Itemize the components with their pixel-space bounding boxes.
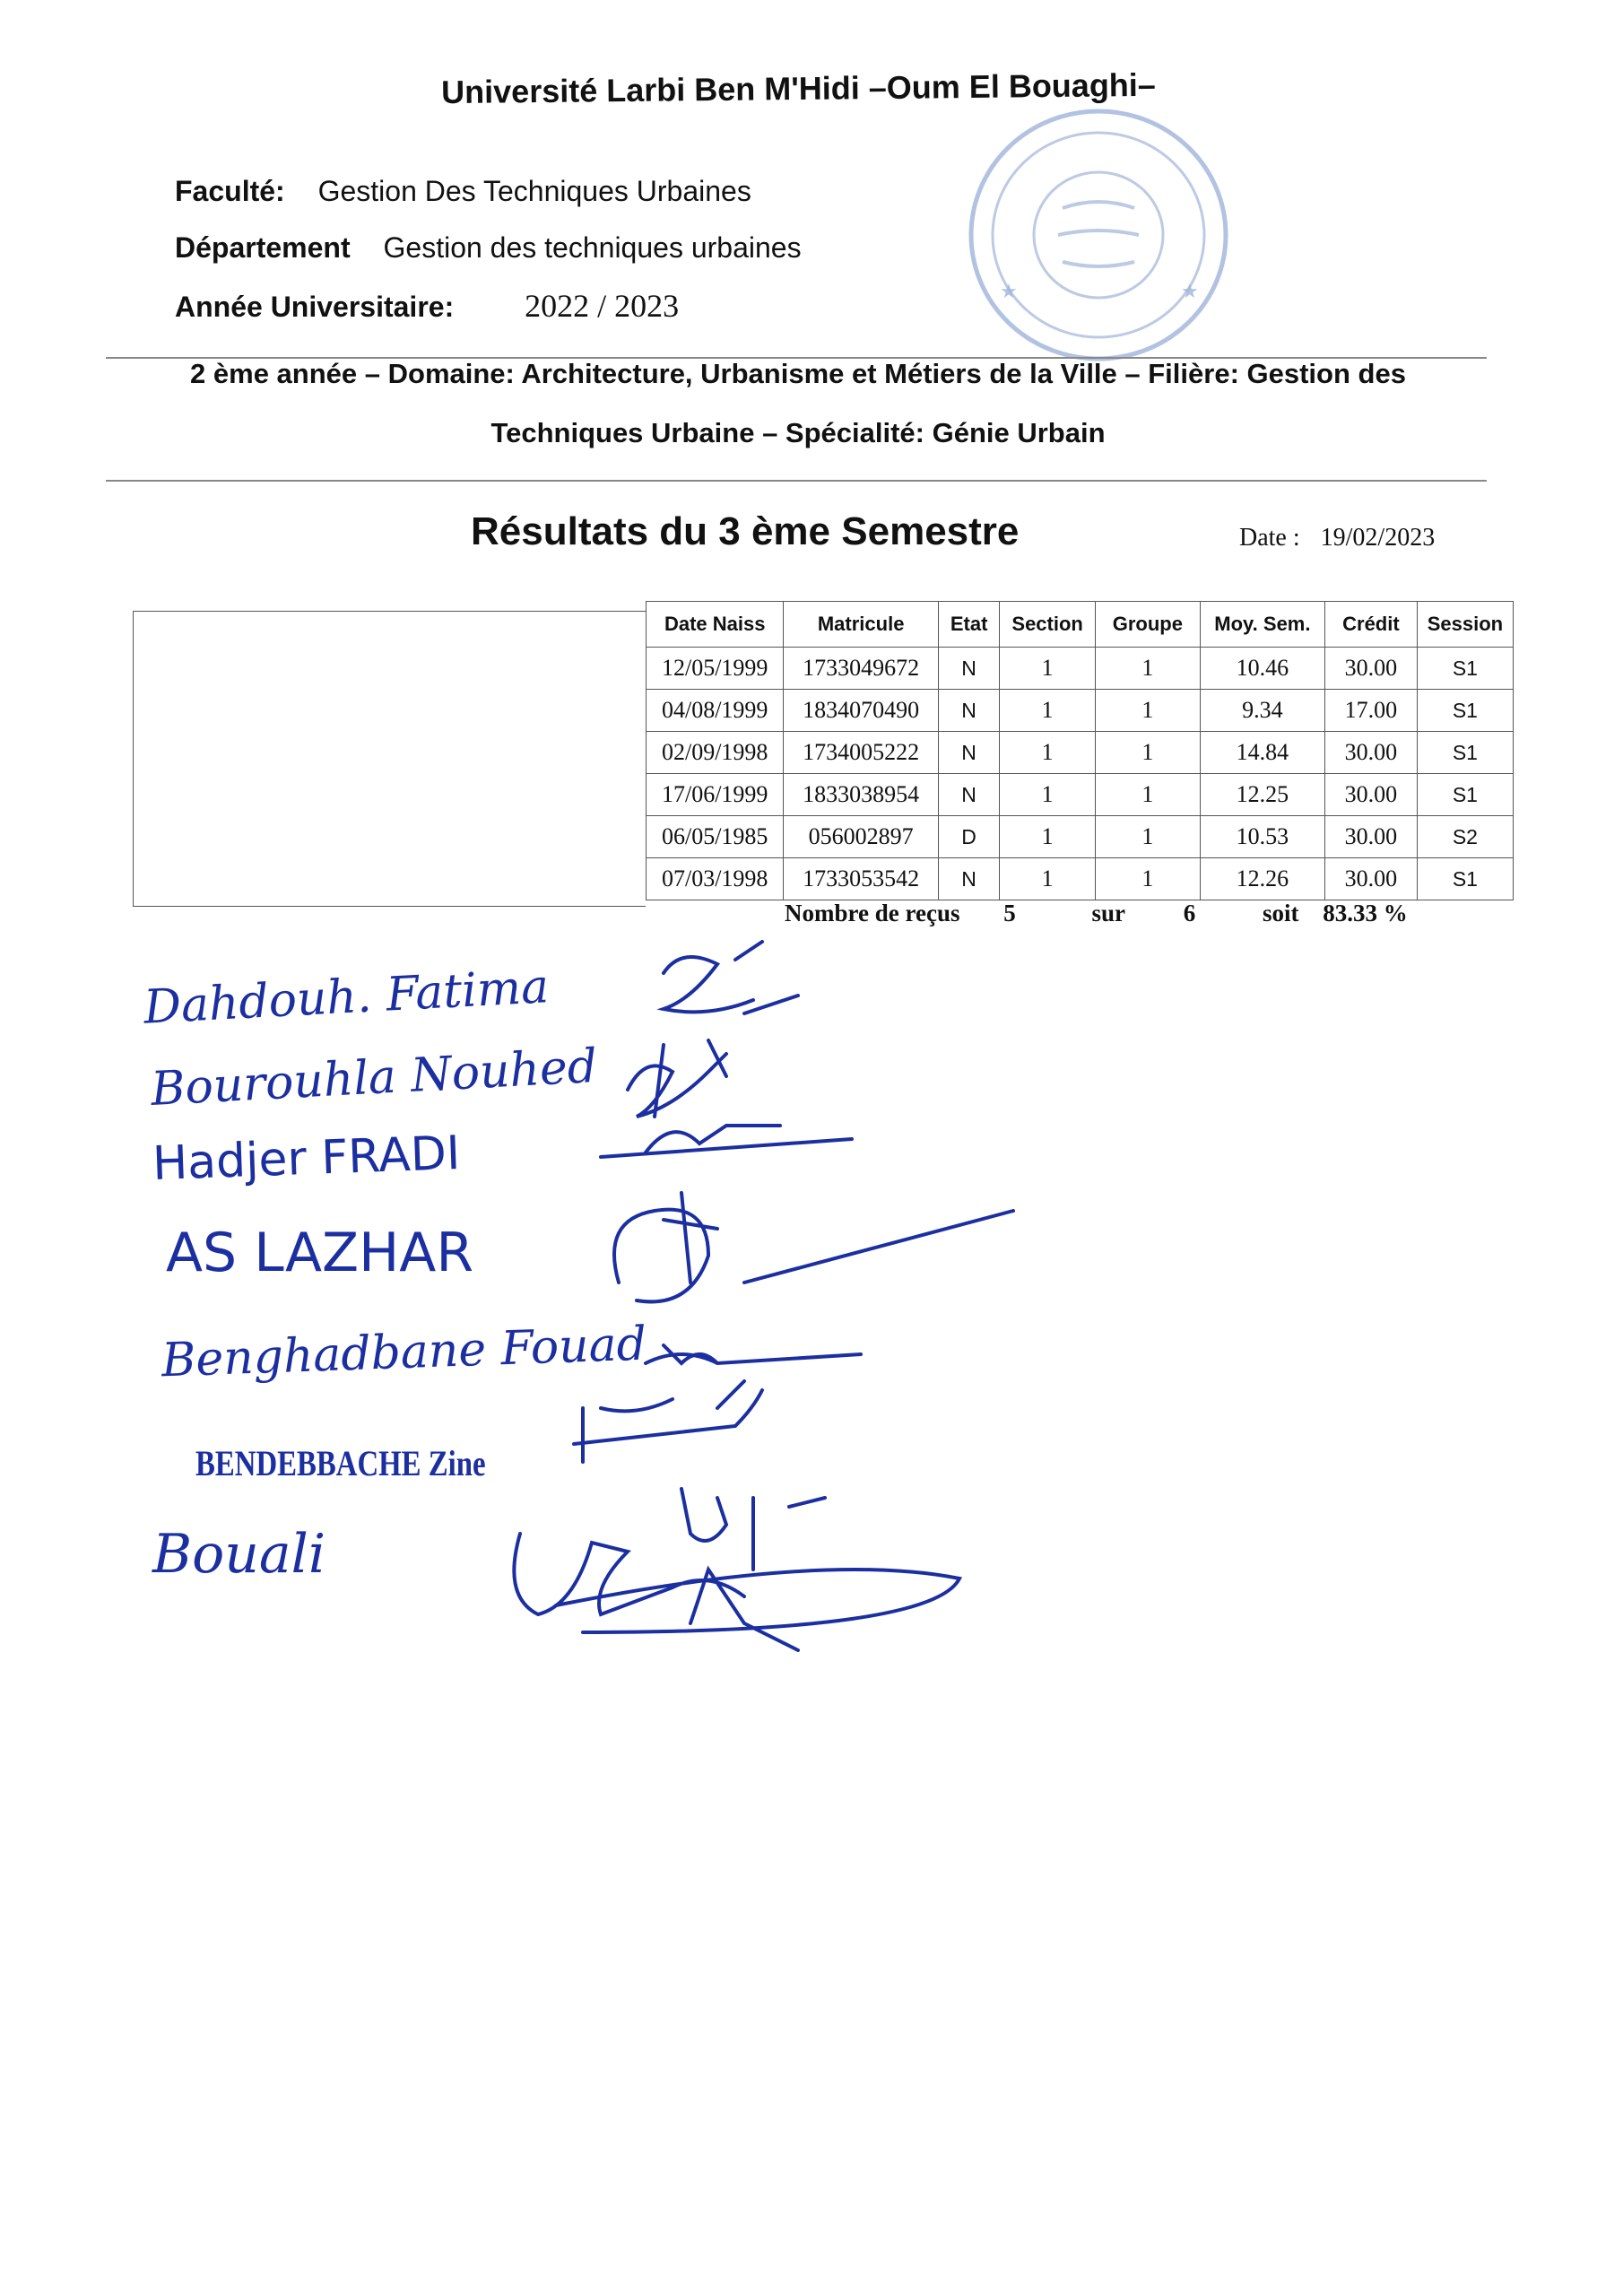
signature-2: Bourouhla Nouhed — [149, 1039, 599, 1117]
cell-moyenne: 10.53 — [1200, 816, 1324, 858]
cell-section: 1 — [1000, 816, 1096, 858]
table-row — [647, 816, 1514, 858]
cell-date-naiss: 04/08/1999 — [647, 690, 784, 732]
signature-4: AS LAZHAR — [166, 1222, 474, 1284]
summary-percent: 83.33 % — [1323, 900, 1408, 926]
cell-date-naiss: 06/05/1985 — [647, 816, 784, 858]
cell-session: S1 — [1417, 690, 1513, 732]
cell-matricule: 1833038954 — [784, 774, 938, 816]
summary-total: 6 — [1183, 900, 1196, 926]
year-value: 2022 / 2023 — [525, 288, 680, 324]
cell-credit: 30.00 — [1324, 858, 1417, 900]
summary-passed: 5 — [1003, 900, 1016, 926]
cell-groupe: 1 — [1095, 732, 1200, 774]
cell-groupe: 1 — [1095, 648, 1200, 690]
cell-section: 1 — [1000, 690, 1096, 732]
signature-7: Bouali — [152, 1523, 326, 1586]
cell-moyenne: 12.25 — [1200, 774, 1324, 816]
signature-1: Dahdouh. Fatima — [142, 960, 551, 1035]
cell-credit: 30.00 — [1324, 732, 1417, 774]
table-row — [647, 732, 1514, 774]
faculty-label: Faculté: — [175, 175, 285, 207]
header-groupe: Groupe — [1095, 602, 1200, 648]
cell-credit: 17.00 — [1324, 690, 1417, 732]
date-label: Date : — [1239, 524, 1300, 552]
cell-date-naiss: 07/03/1998 — [647, 858, 784, 900]
cell-etat: N — [938, 858, 1000, 900]
table-row — [647, 774, 1514, 816]
table-row — [647, 858, 1514, 900]
cell-credit: 30.00 — [1324, 774, 1417, 816]
header-etat: Etat — [938, 602, 1000, 648]
header-section: Section — [1000, 602, 1096, 648]
cell-date-naiss: 12/05/1999 — [647, 648, 784, 690]
cell-session: S1 — [1417, 858, 1513, 900]
faculty-row — [175, 175, 751, 208]
cell-etat: D — [938, 816, 1000, 858]
cell-groupe: 1 — [1095, 774, 1200, 816]
signature-5: Benghadbane Fouad — [161, 1317, 647, 1388]
cell-moyenne: 10.46 — [1200, 648, 1324, 690]
year-row — [175, 287, 679, 325]
header-moyenne: Moy. Sem. — [1200, 602, 1324, 648]
cell-moyenne: 9.34 — [1200, 690, 1324, 732]
cell-matricule: 1733053542 — [784, 858, 938, 900]
university-name: Université Larbi Ben M'Hidi –Oum El Bouaghi– — [440, 65, 1157, 111]
date-value: 19/02/2023 — [1320, 524, 1436, 552]
signature-3: Hadjer FRADI — [152, 1126, 462, 1191]
department-row — [175, 231, 802, 265]
year-label: Année Universitaire: — [175, 291, 455, 323]
program-line-2: Techniques Urbaine – Spécialité: Génie Urbain — [490, 417, 1106, 448]
svg-text:★: ★ — [1181, 280, 1199, 302]
divider-bottom — [106, 480, 1487, 482]
cell-credit: 30.00 — [1324, 648, 1417, 690]
table-header-row — [647, 602, 1514, 648]
table-row — [647, 648, 1514, 690]
cell-moyenne: 12.26 — [1200, 858, 1324, 900]
department-label: Département — [175, 231, 351, 264]
header-date-naiss: Date Naiss — [647, 602, 784, 648]
cell-etat: N — [938, 648, 1000, 690]
cell-section: 1 — [1000, 648, 1096, 690]
cell-groupe: 1 — [1095, 816, 1200, 858]
cell-date-naiss: 02/09/1998 — [647, 732, 784, 774]
summary-label: Nombre de reçus — [785, 900, 960, 926]
svg-text:★: ★ — [1000, 280, 1018, 302]
faculty-value: Gestion Des Techniques Urbaines — [317, 175, 751, 207]
cell-session: S1 — [1417, 648, 1513, 690]
institution-stamp — [946, 100, 1233, 370]
table-row — [647, 690, 1514, 732]
department-value: Gestion des techniques urbaines — [383, 231, 802, 264]
cell-date-naiss: 17/06/1999 — [647, 774, 784, 816]
summary-sur: sur — [1091, 900, 1125, 926]
cell-session: S2 — [1417, 816, 1513, 858]
page-title: Résultats du 3 ème Semestre — [471, 509, 1020, 553]
document-date — [1239, 524, 1435, 552]
name-column-box — [133, 611, 646, 907]
cell-matricule: 1834070490 — [784, 690, 938, 732]
pass-summary — [785, 900, 1408, 927]
header-credit: Crédit — [1324, 602, 1417, 648]
cell-section: 1 — [1000, 774, 1096, 816]
cell-session: S1 — [1417, 732, 1513, 774]
cell-section: 1 — [1000, 732, 1096, 774]
cell-section: 1 — [1000, 858, 1096, 900]
cell-session: S1 — [1417, 774, 1513, 816]
cell-credit: 30.00 — [1324, 816, 1417, 858]
header-session: Session — [1417, 602, 1513, 648]
cell-matricule: 1733049672 — [784, 648, 938, 690]
printed-signatory-name: BENDEBBACHE Zine — [195, 1443, 486, 1483]
cell-etat: N — [938, 690, 1000, 732]
header-matricule: Matricule — [784, 602, 938, 648]
cell-etat: N — [938, 774, 1000, 816]
cell-groupe: 1 — [1095, 858, 1200, 900]
cell-moyenne: 14.84 — [1200, 732, 1324, 774]
summary-soit: soit — [1263, 900, 1299, 926]
results-table — [646, 601, 1514, 900]
cell-matricule: 1734005222 — [784, 732, 938, 774]
cell-matricule: 056002897 — [784, 816, 938, 858]
program-line-1: 2 ème année – Domaine: Architecture, Urbanisme et Métiers de la Ville – Filière: Gestion des — [190, 358, 1406, 389]
cell-groupe: 1 — [1095, 690, 1200, 732]
cell-etat: N — [938, 732, 1000, 774]
